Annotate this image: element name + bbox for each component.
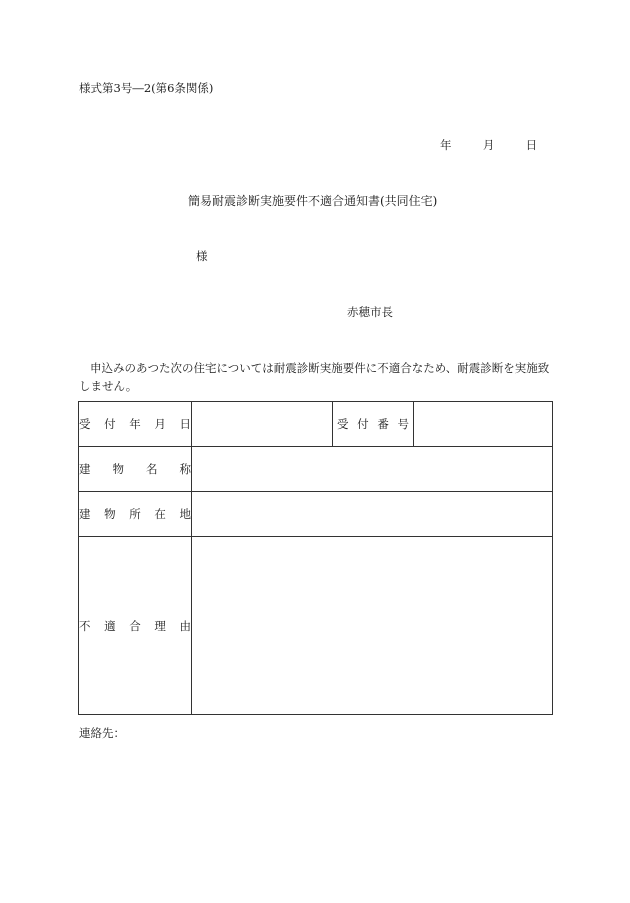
label-char: 年	[129, 417, 141, 431]
received-date-label-chars	[79, 416, 191, 432]
date-line	[440, 137, 537, 153]
table-row-building-address	[79, 492, 553, 537]
building-name-label-chars	[79, 461, 191, 477]
notice-body-text: 申込みのあつた次の住宅については耐震診断実施要件に不適合なため、耐震診断を実施致しません。	[79, 361, 550, 393]
date-day-label: 日	[525, 138, 538, 152]
label-char: 物	[112, 462, 124, 476]
label-char: 在	[154, 507, 166, 521]
received-number-value	[414, 402, 553, 447]
nonconformity-reason-label-chars	[79, 618, 191, 634]
label-char: 物	[104, 507, 116, 521]
label-char: 月	[154, 417, 166, 431]
notice-form-table	[78, 401, 553, 715]
label-char: 建	[79, 507, 91, 521]
label-char: 日	[179, 417, 191, 431]
received-number-label-chars	[333, 416, 413, 432]
received-date-label	[79, 402, 192, 447]
issuer-name: 赤穂市長	[347, 305, 393, 319]
addressee-suffix: 様	[196, 249, 208, 263]
label-char: 受	[337, 417, 349, 431]
label-char: 所	[129, 507, 141, 521]
label-char: 建	[79, 462, 91, 476]
label-char: 不	[79, 618, 91, 633]
received-number-label	[333, 402, 414, 447]
received-date-value	[192, 402, 333, 447]
form-number: 様式第3号―2(第6条関係)	[79, 81, 214, 95]
date-year-label: 年	[440, 138, 452, 152]
label-char: 受	[79, 417, 91, 431]
building-address-value	[192, 492, 553, 537]
table-row-received	[79, 402, 553, 447]
date-month-label: 月	[482, 138, 495, 152]
nonconformity-reason-value	[192, 537, 553, 715]
label-char: 名	[146, 462, 158, 476]
document-title: 簡易耐震診断実施要件不適合通知書(共同住宅)	[188, 194, 438, 208]
building-name-value	[192, 447, 553, 492]
building-name-label	[79, 447, 192, 492]
label-char: 番	[377, 417, 389, 431]
label-char: 理	[154, 618, 166, 633]
label-char: 適	[104, 618, 116, 633]
table-row-building-name	[79, 447, 553, 492]
building-address-label	[79, 492, 192, 537]
label-char: 地	[179, 507, 191, 521]
contact-label: 連絡先：	[79, 726, 125, 740]
building-address-label-chars	[79, 506, 191, 522]
nonconformity-reason-label	[79, 537, 192, 715]
label-char: 合	[129, 618, 141, 633]
label-char: 由	[179, 618, 191, 633]
label-char: 称	[179, 462, 191, 476]
label-char: 付	[357, 417, 369, 431]
label-char: 号	[397, 417, 409, 431]
table-row-nonconformity-reason	[79, 537, 553, 715]
label-char: 付	[104, 417, 116, 431]
